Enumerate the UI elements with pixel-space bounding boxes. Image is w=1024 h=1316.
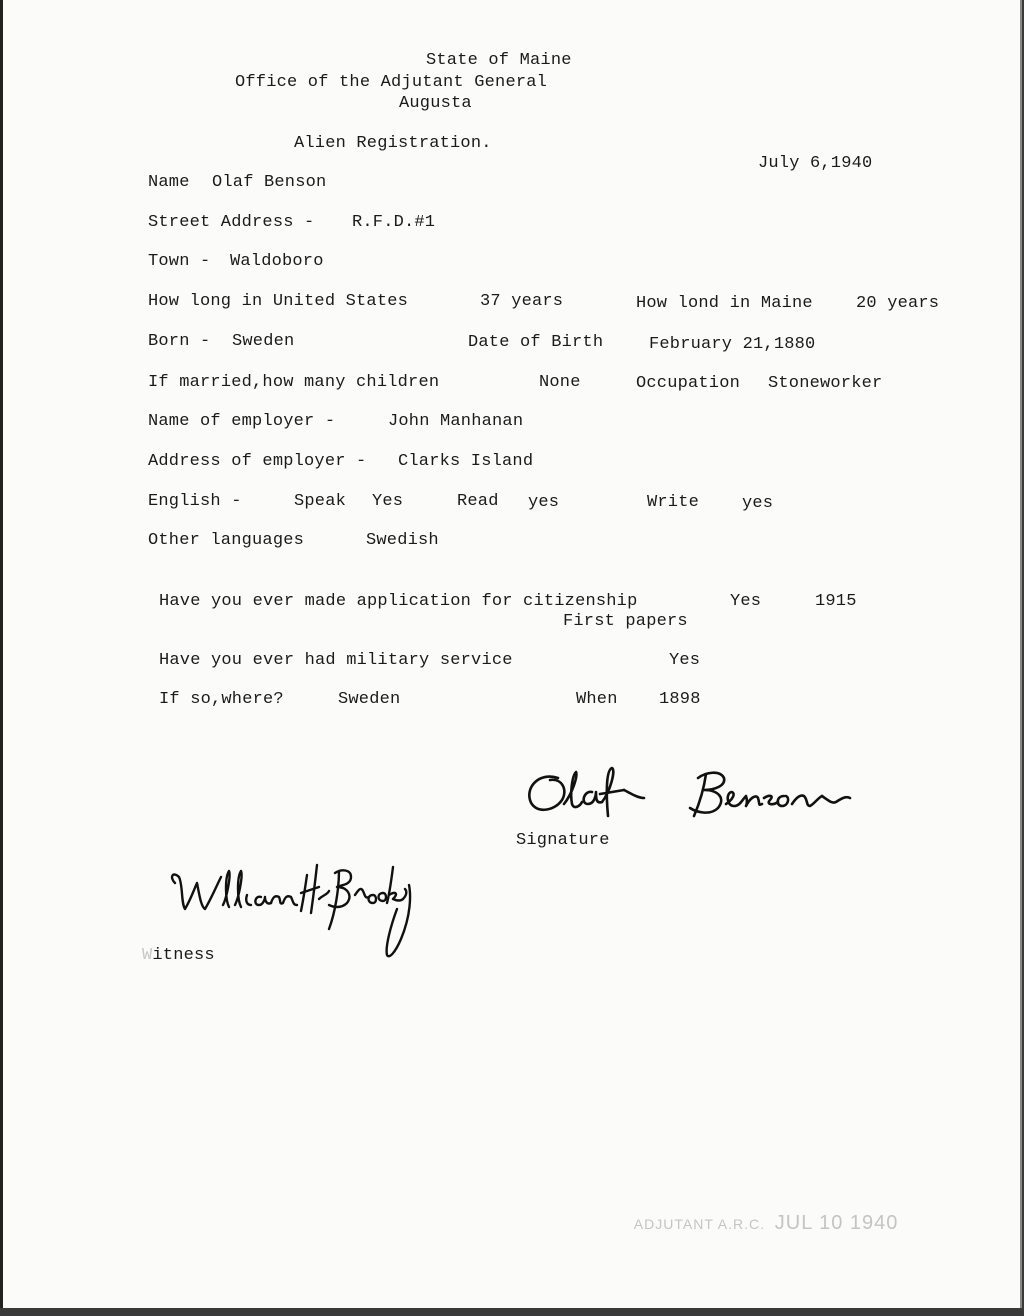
write-value: yes: [742, 494, 774, 513]
signature-label: Signature: [516, 831, 610, 850]
write-label: Write: [647, 493, 700, 512]
name-label: Name: [148, 173, 190, 192]
name-value: Olaf Benson: [212, 173, 327, 192]
document-date: July 6,1940: [758, 154, 873, 173]
occupation-value: Stoneworker: [768, 374, 883, 393]
service-where-answer: Sweden: [338, 690, 401, 709]
stamp-prefix: ADJUTANT A.R.C.: [633, 1216, 765, 1232]
employer-label: Name of employer -: [148, 412, 336, 431]
employer-address-label: Address of employer -: [148, 452, 367, 471]
other-languages-label: Other languages: [148, 531, 305, 550]
street-label: Street Address -: [148, 213, 315, 232]
stamp-date: JUL 10 1940: [774, 1212, 899, 1234]
english-label: English -: [148, 492, 242, 511]
dob-value: February 21,1880: [649, 335, 816, 354]
employer-value: John Manhanan: [388, 412, 524, 431]
us-duration-label: How long in United States: [148, 292, 409, 311]
maine-duration-value: 20 years: [856, 294, 940, 313]
service-where-question: If so,where?: [159, 690, 284, 709]
other-languages-value: Swedish: [366, 531, 439, 550]
children-value: None: [539, 373, 581, 392]
town-value: Waldoboro: [230, 252, 324, 271]
speak-label: Speak: [294, 492, 347, 511]
street-value: R.F.D.#1: [352, 213, 436, 232]
military-answer: Yes: [669, 651, 701, 670]
applicant-signature: [520, 764, 890, 824]
scan-edge: [0, 0, 3, 1308]
occupation-label: Occupation: [636, 374, 741, 393]
header-office: Office of the Adjutant General: [235, 73, 548, 92]
citizenship-year: 1915: [815, 592, 857, 611]
read-value: yes: [528, 493, 560, 512]
us-duration-value: 37 years: [480, 292, 564, 311]
citizenship-note: First papers: [563, 612, 688, 631]
maine-duration-label: How lond in Maine: [636, 294, 813, 313]
header-state: State of Maine: [426, 51, 572, 70]
witness-label-text: itness: [152, 946, 215, 965]
born-label: Born -: [148, 332, 211, 351]
read-label: Read: [457, 492, 499, 511]
town-label: Town -: [148, 252, 211, 271]
header-city: Augusta: [399, 94, 472, 113]
citizenship-question: Have you ever made application for citizenship: [159, 592, 638, 611]
born-value: Sweden: [232, 332, 295, 351]
service-when-value: 1898: [659, 690, 701, 709]
received-stamp: [615, 1196, 898, 1251]
dob-label: Date of Birth: [468, 333, 604, 352]
form-title: Alien Registration.: [294, 134, 492, 153]
children-label: If married,how many children: [148, 373, 440, 392]
employer-address-value: Clarks Island: [398, 452, 534, 471]
military-question: Have you ever had military service: [159, 651, 513, 670]
citizenship-answer: Yes: [730, 592, 762, 611]
service-when-label: When: [576, 690, 618, 709]
speak-value: Yes: [372, 492, 404, 511]
witness-label: Witness: [142, 946, 215, 965]
